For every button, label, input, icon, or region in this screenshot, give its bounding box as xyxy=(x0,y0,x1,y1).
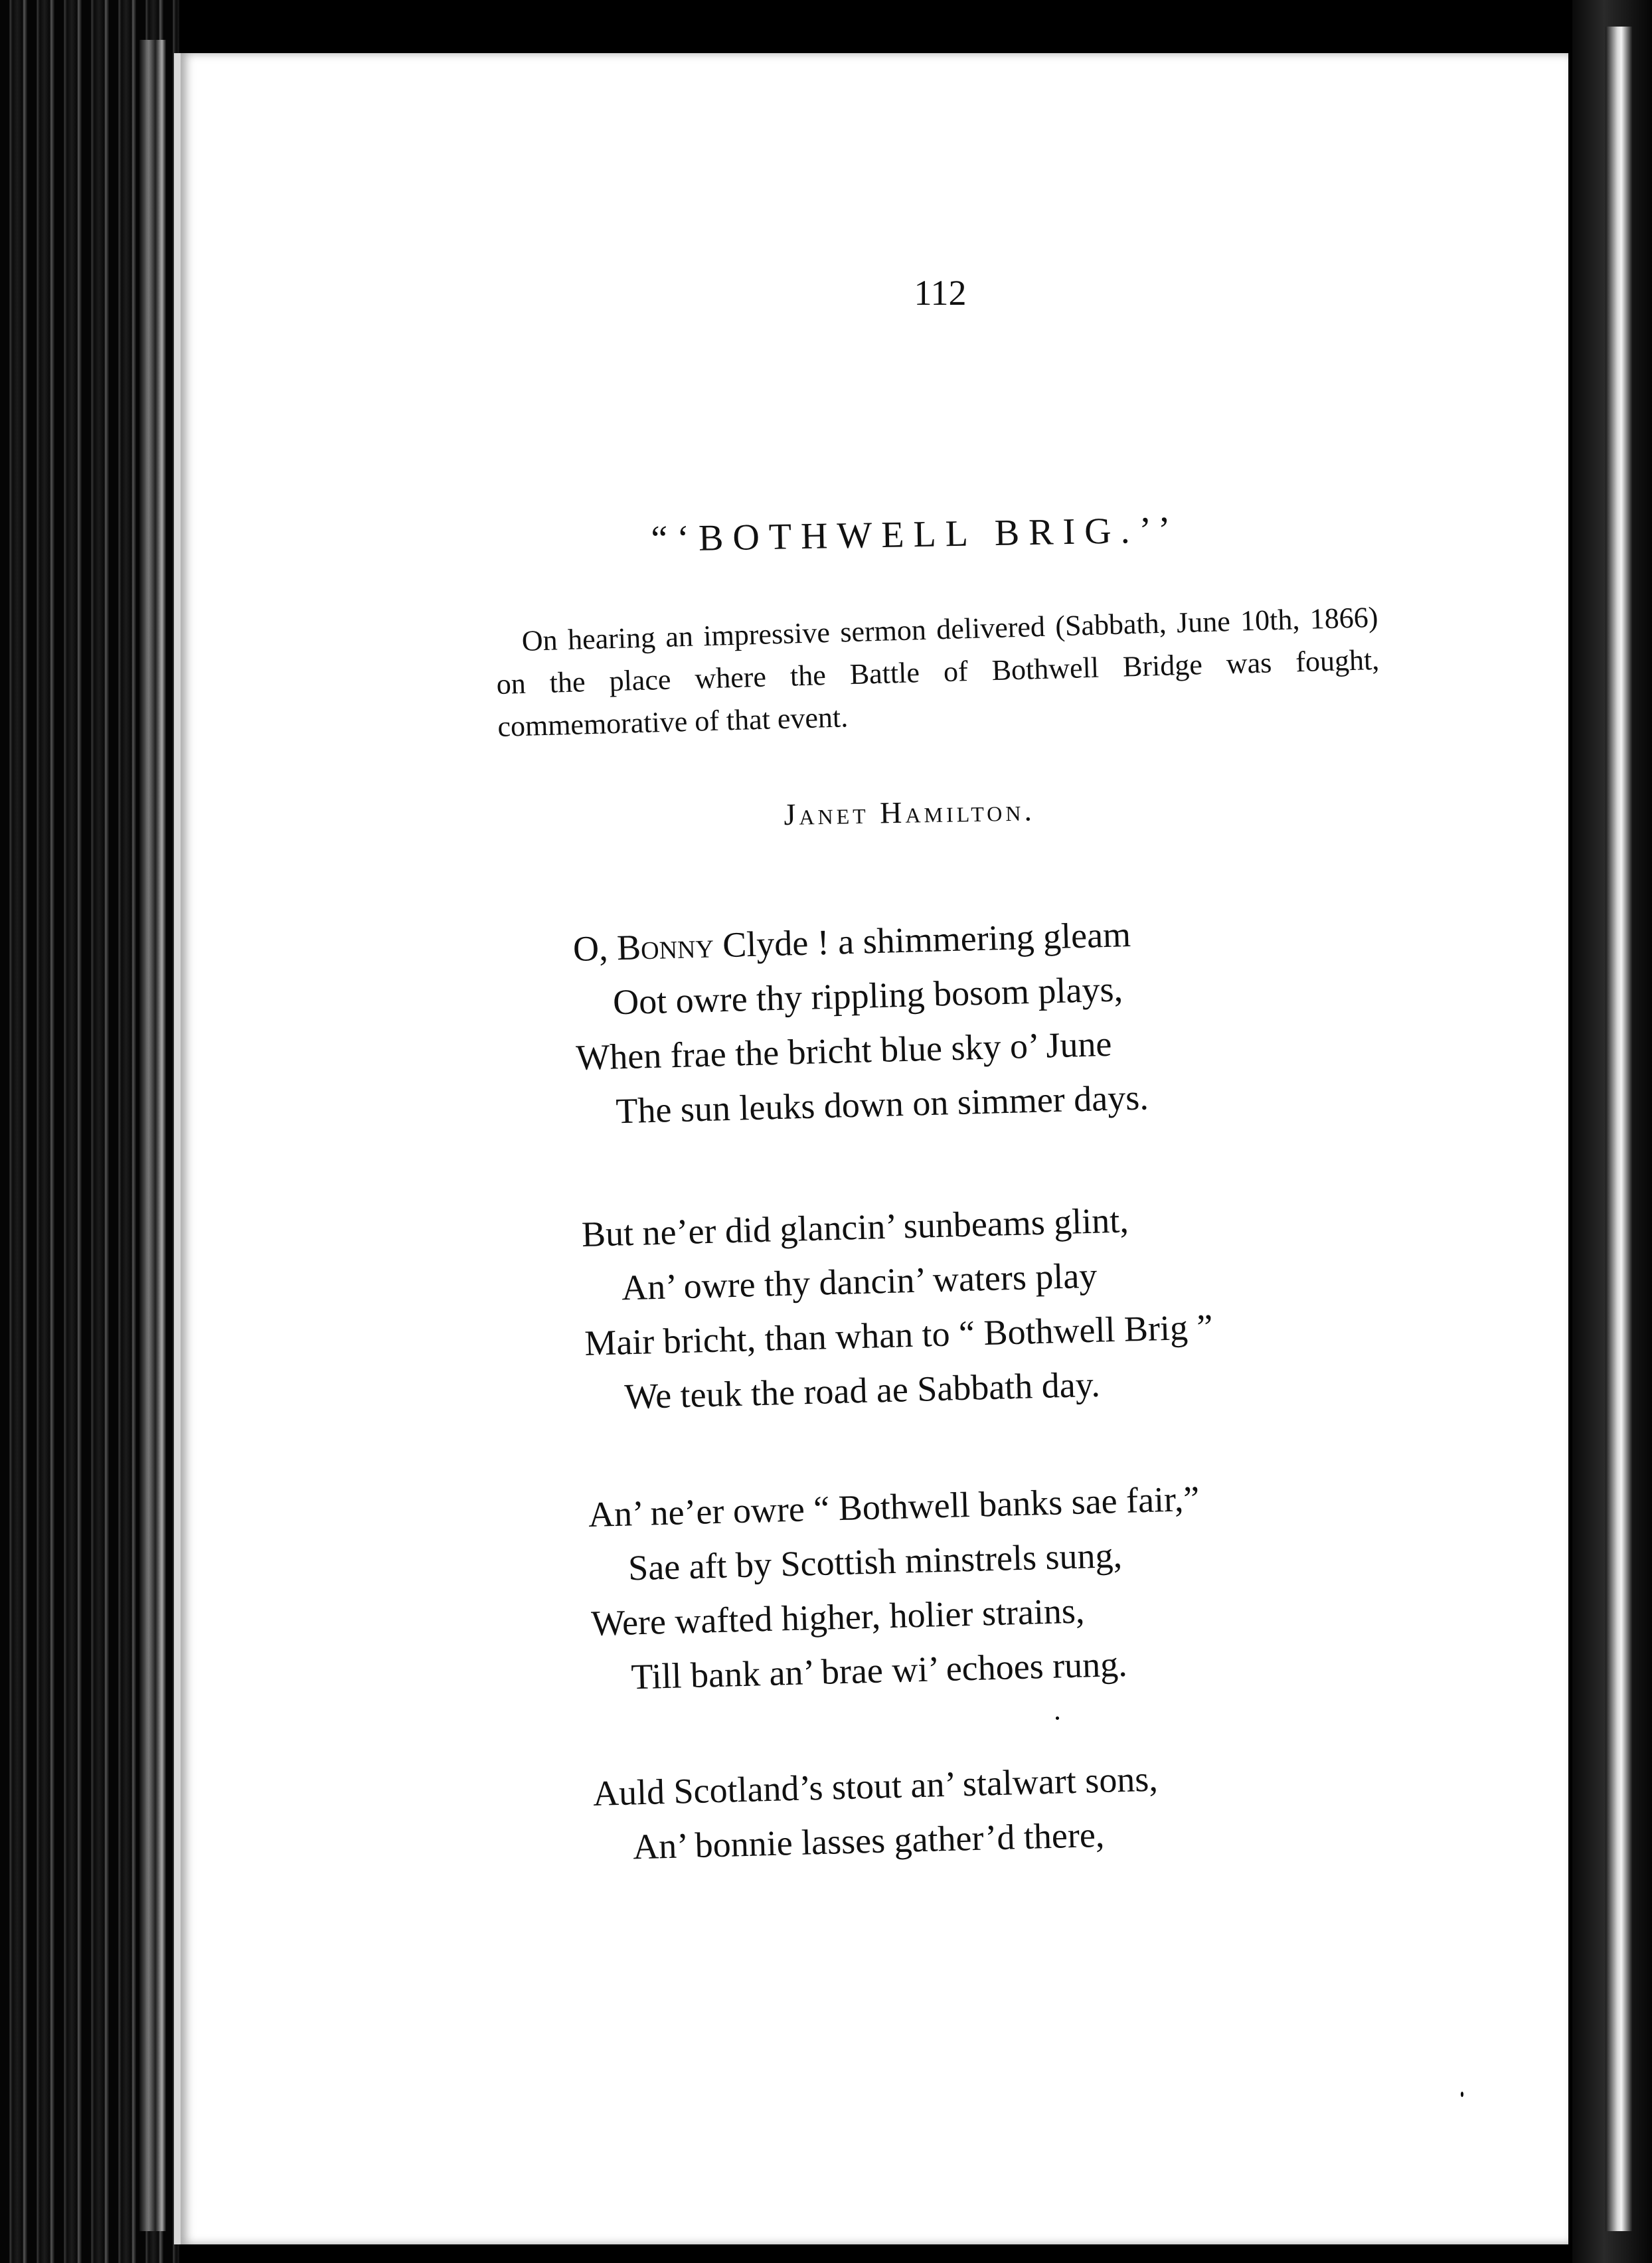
poem-subtitle xyxy=(495,596,1381,748)
stanza-1 xyxy=(572,902,1308,1139)
poem-line: Were wafted higher, holier strains, xyxy=(590,1590,1086,1643)
poem-title: “‘BOTHWELL BRIG.’’ xyxy=(651,509,1181,560)
scan-speck xyxy=(1056,1717,1059,1720)
poem-line: But ne’er did glancin’ sunbeams glint, xyxy=(581,1200,1129,1254)
line-lead: O, xyxy=(572,928,618,969)
poem-line: An’ ne’er owre “ Bothwell banks sae fair,” xyxy=(588,1478,1200,1535)
poem-line: When frae the bricht blue sky o’ June xyxy=(575,1023,1113,1078)
poem-line: An’ bonnie lasses gather’d there, xyxy=(632,1814,1106,1867)
stanza-3 xyxy=(588,1468,1323,1705)
poem-line: We teuk the road ae Sabbath day. xyxy=(623,1364,1101,1417)
line-rest: Clyde ! a shimmering gleam xyxy=(713,914,1131,965)
poem-line: Till bank an’ brae wi’ echoes rung. xyxy=(630,1643,1128,1697)
scan-speck xyxy=(1461,2092,1463,2097)
subtitle-text: On hearing an impressive sermon delivered (Sabbath, June 10th, 1866) on the place where the Battle of Bothwell Bridge was fought, commemorative of that event. xyxy=(495,600,1380,743)
poem-line: Mair bricht, than whan to “ Bothwell Brig ” xyxy=(584,1307,1214,1363)
poem-line: An’ owre thy dancin’ waters play xyxy=(621,1255,1098,1308)
page-number: 112 xyxy=(914,273,967,313)
page-stack-edge xyxy=(139,40,166,2231)
book-page xyxy=(174,53,1568,2244)
poem-line: The sun leuks down on simmer days. xyxy=(615,1077,1149,1132)
poem-line: Auld Scotland’s stout an’ stalwart sons, xyxy=(592,1758,1159,1813)
stanza-4 xyxy=(592,1747,1325,1875)
poem-line: Oot owre thy rippling bosom plays, xyxy=(612,969,1123,1023)
stanza-2 xyxy=(581,1188,1317,1425)
poem-line: Sae aft by Scottish minstrels sung, xyxy=(627,1535,1123,1588)
next-leaf-edge xyxy=(1606,27,1632,2231)
author-name: Janet Hamilton. xyxy=(784,793,1036,831)
line-small-caps: Bonny xyxy=(616,925,714,968)
